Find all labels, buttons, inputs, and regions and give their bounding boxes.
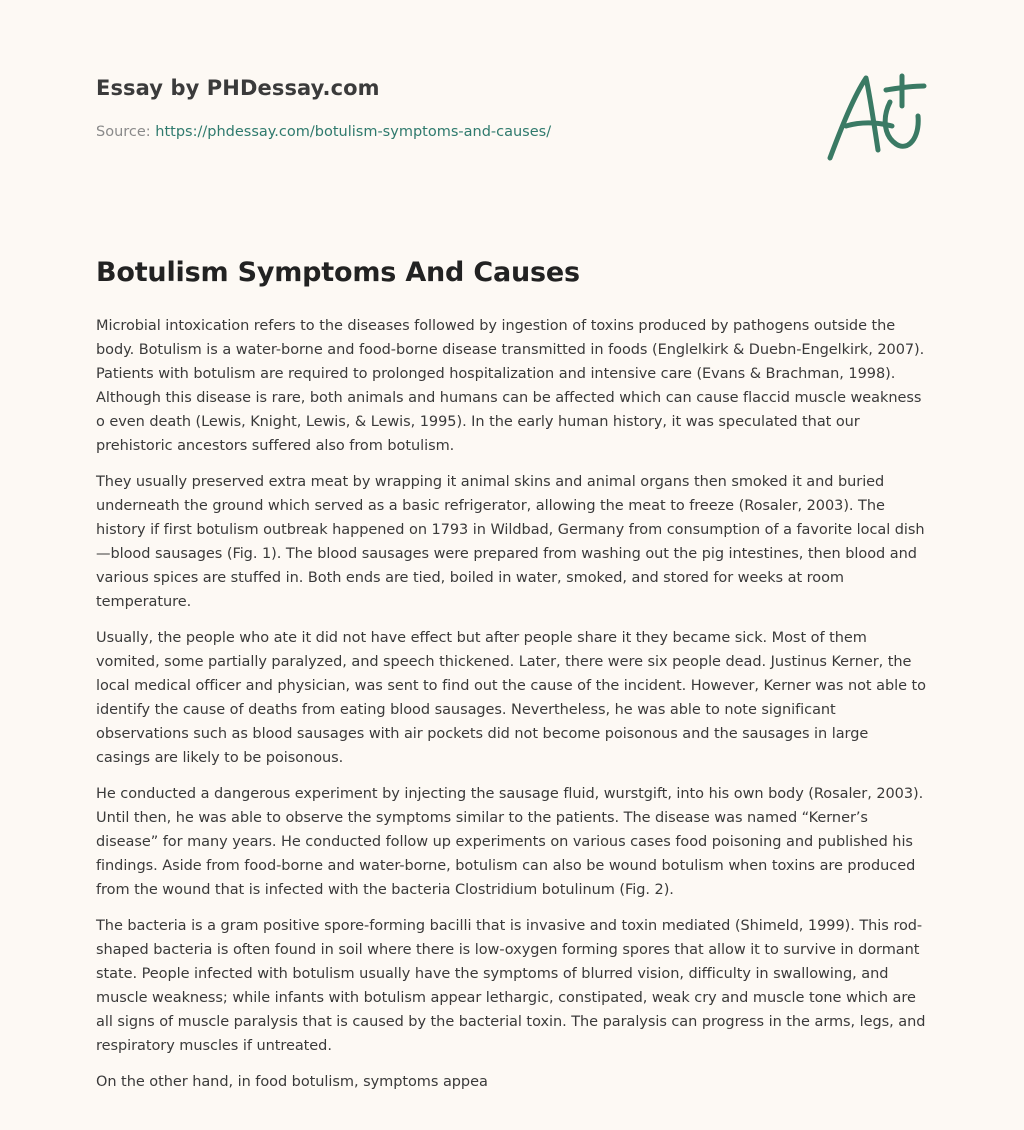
- essay-paragraph: On the other hand, in food botulism, symptoms appea: [96, 1074, 488, 1090]
- essay-body: [96, 314, 926, 1106]
- essay-title: Botulism Symptoms And Causes: [96, 257, 580, 288]
- essay-paragraph: They usually preserved extra meat by wrapping it animal skins and animal organs then smoked it and buried underneath the ground which served as a basic refrigerator, allowing the meat to freeze (Rosaler, 2003). The history if first botulism outbreak happened on 1793 in Wildbad, Germany from consumption of a favorite local dish—blood sausages (Fig. 1). The blood sausages were prepared from washing out the pig intestines, then blood and various spices are stuffed in. Both ends are tied, boiled in water, smoked, and stored for weeks at room temperature.: [96, 474, 925, 610]
- essay-paragraph: Microbial intoxication refers to the diseases followed by ingestion of toxins produced by pathogens outside the body. Botulism is a water-borne and food-borne disease transmitted in foods (Englelkirk & Duebn-Engelkirk, 2007). Patients with botulism are required to prolonged hospitalization and intensive care (Evans & Brachman, 1998). Although this disease is rare, both animals and humans can be affected which can cause flaccid muscle weakness o even death (Lewis, Knight, Lewis, & Lewis, 1995). In the early human history, it was speculated that our prehistoric ancestors suffered also from botulism.: [96, 318, 925, 454]
- source-link[interactable]: https://phdessay.com/botulism-symptoms-and-causes/: [155, 124, 552, 140]
- essay-paragraph: The bacteria is a gram positive spore-forming bacilli that is invasive and toxin mediated (Shimeld, 1999). This rod-shaped bacteria is often found in soil where there is low-oxygen forming spores that allow it to survive in dormant state. People infected with botulism usually have the symptoms of blurred vision, difficulty in swallowing, and muscle weakness; while infants with botulism appear lethargic, constipated, weak cry and muscle tone which are all signs of muscle paralysis that is caused by the bacterial toxin. The paralysis can progress in the arms, legs, and respiratory muscles if untreated.: [96, 918, 926, 1054]
- a-plus-logo-icon: [820, 66, 930, 166]
- source-label: Source:: [96, 124, 156, 140]
- essay-paragraph: He conducted a dangerous experiment by injecting the sausage fluid, wurstgift, into his own body (Rosaler, 2003). Until then, he was able to observe the symptoms similar to the patients. The disease was named “Kerner’s disease” for many years. He conducted follow up experiments on various cases food poisoning and published his findings. Aside from food-borne and water-borne, botulism can also be wound botulism when toxins are produced from the wound that is infected with the bacteria Clostridium botulinum (Fig. 2).: [96, 786, 924, 898]
- site-title: Essay by PHDessay.com: [96, 76, 380, 100]
- essay-paragraph: Usually, the people who ate it did not have effect but after people share it they became sick. Most of them vomited, some partially paralyzed, and speech thickened. Later, there were six people dead. Justinus Kerner, the local medical officer and physician, was sent to find out the cause of the incident. However, Kerner was not able to identify the cause of deaths from eating blood sausages. Nevertheless, he was able to note significant observations such as blood sausages with air pockets did not become poisonous and the sausages in large casings are likely to be poisonous.: [96, 630, 926, 766]
- source-line: [96, 124, 551, 140]
